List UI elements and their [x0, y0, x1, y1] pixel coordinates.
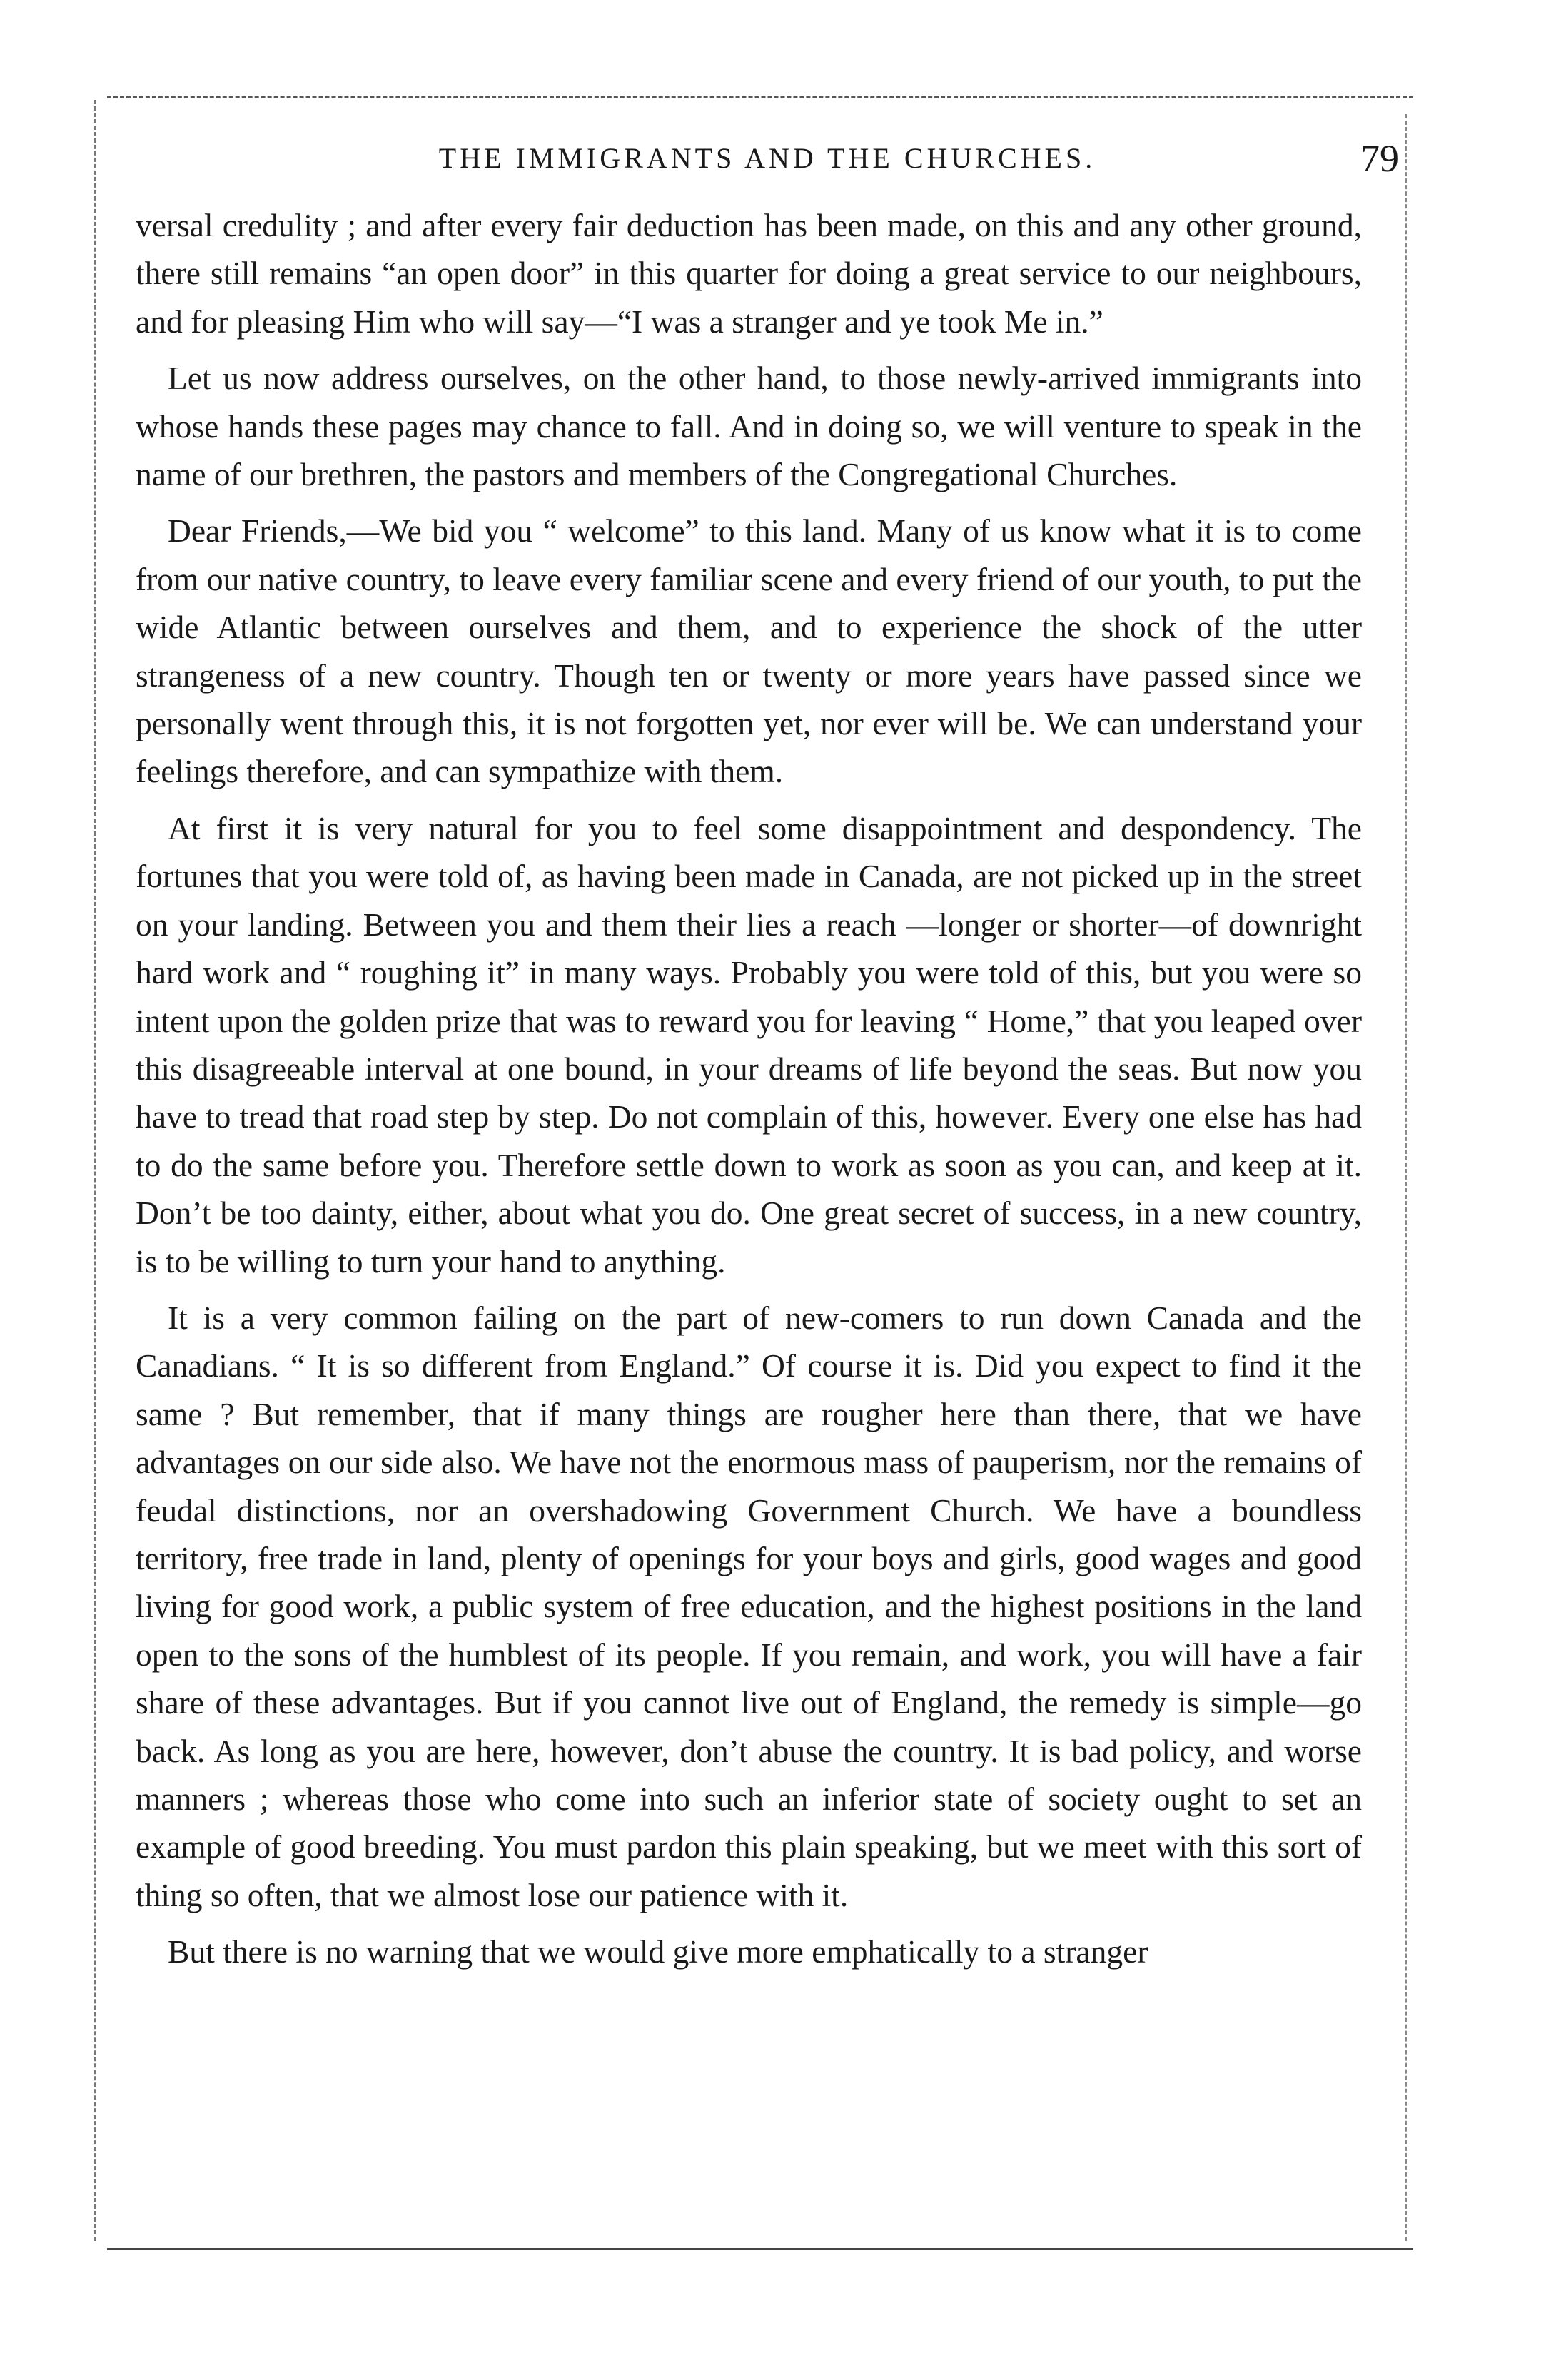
running-title: THE IMMIGRANTS AND THE CHURCHES. [438, 142, 1096, 174]
bottom-rule [107, 2248, 1413, 2250]
top-rule [107, 96, 1413, 98]
page-body [136, 201, 1362, 1976]
paragraph-address-immigrants: Let us now address ourselves, on the other hand, to those newly-arrived immigrants into whose hands these pages may chance to fall. And in doing so, we will venture to speak in the name of our brethren, the pastors and members of the Congregational Churches. [136, 360, 1362, 493]
left-margin-rule [94, 100, 96, 2241]
paragraph-common-failing: It is a very common failing on the part of new-comers to run down Canada and the Canadians. “ It is so different from England.” Of course it is. Did you expect to find it the same ? But remember, that if many things are rougher here than there, that we have advantages on our side also. We have not the enormous mass of pauperism, nor the remains of feudal distinctions, nor an overshadowing Government Church. We have a boundless territory, free trade in land, plenty of openings for your boys and girls, good wages and good living for good work, a public system of free education, and the highest positions in the land open to the sons of the humblest of its people. If you remain, and work, you will have a fair share of these advantages. But if you cannot live out of England, the remedy is simple—go back. As long as you are here, however, don’t abuse the country. It is bad policy, and worse manners ; whereas those who come into such an inferior state of society ought to set an example of good breeding. You must pardon this plain speaking, but we meet with this sort of thing so often, that we almost lose our patience with it. [136, 1299, 1362, 1913]
page-number: 79 [1360, 137, 1399, 180]
paragraph-warning: But there is no warning that we would give more emphatically to a stranger [168, 1933, 1148, 1970]
running-head [136, 137, 1399, 180]
paragraph-welcome: Dear Friends,—We bid you “ welcome” to this land. Many of us know what it is to come from our native country, to leave every familiar scene and every friend of our youth, to put the wide Atlantic between ourselves and them, and to experience the shock of the utter strangeness of a new country. Though ten or twenty or more years have passed since we personally went through this, it is not forgotten yet, nor ever will be. We can understand your feelings therefore, and can sympathize with them. [136, 512, 1362, 790]
right-margin-rule [1405, 114, 1407, 2241]
paragraph-continued: versal credulity ; and after every fair deduction has been made, on this and any other ground, there still remains “an open door” in this quarter for doing a great service to our neighbours, and for pleasing Him who will say—“I was a stranger and ye took Me in.” [136, 207, 1362, 340]
paragraph-disappointment: At first it is very natural for you to feel some disappointment and despondency. The fortunes that you were told of, as having been made in Canada, are not picked up in the street on your landing. Between you and them their lies a reach —longer or shorter—of downright hard work and “ roughing it” in many ways. Probably you were told of this, but you were so intent upon the golden prize that was to reward you for leaving “ Home,” that you leaped over this disagreeable interval at one bound, in your dreams of life beyond the seas. But now you have to tread that road step by step. Do not complain of this, however. Every one else has had to do the same before you. Therefore settle down to work as soon as you can, and keep at it. Don’t be too dainty, either, about what you do. One great secret of success, in a new country, is to be willing to turn your hand to anything. [136, 809, 1362, 1280]
